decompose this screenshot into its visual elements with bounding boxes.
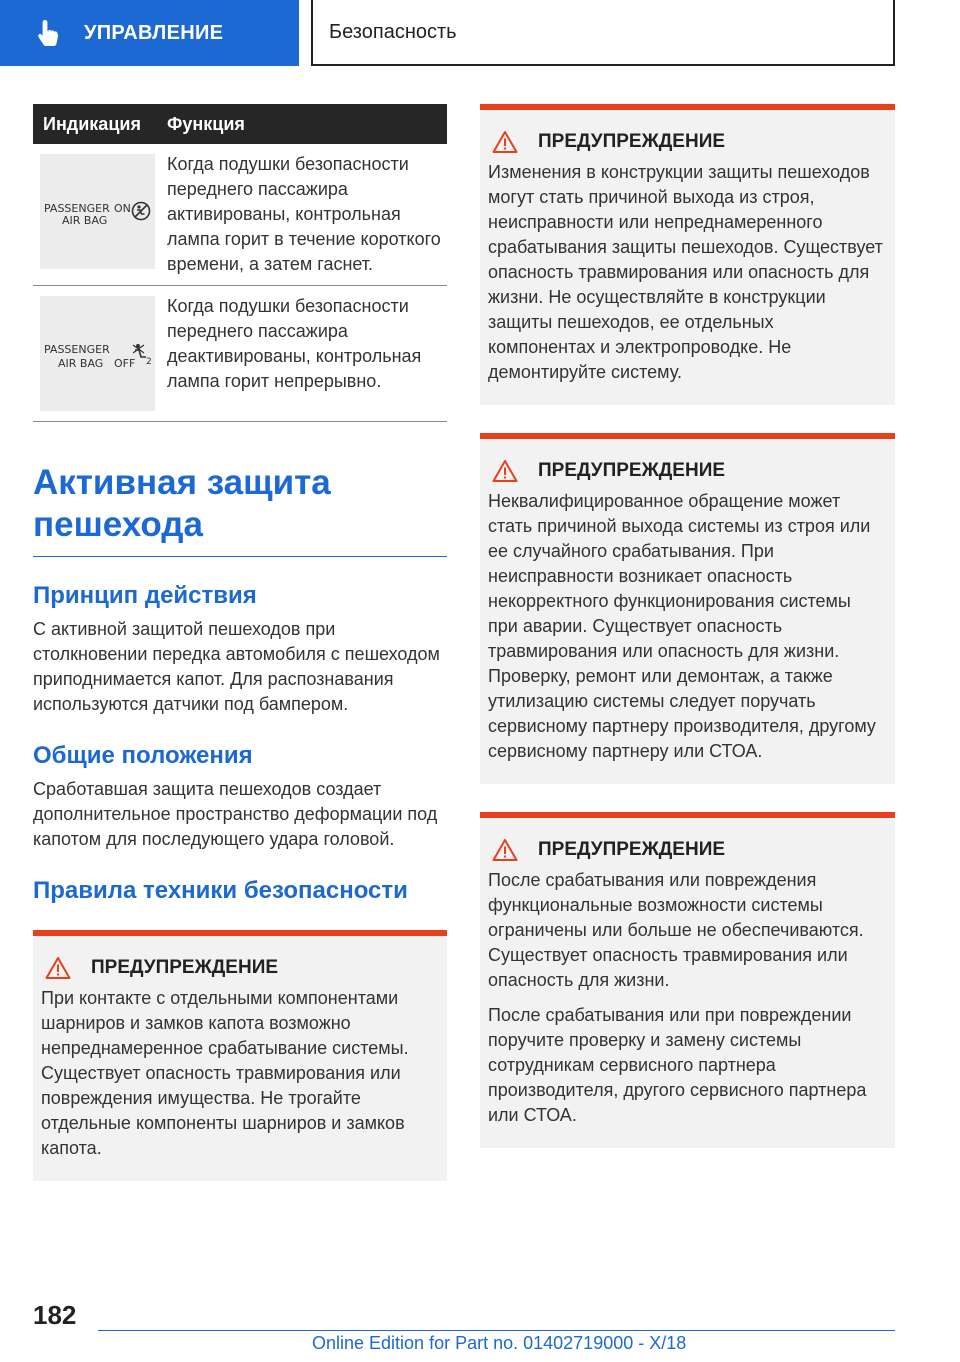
function-text: Когда подушки безопасности переднего пассажира деактивированы, контрольная лампа горит непрерывно. — [167, 296, 422, 391]
breadcrumb-label: Безопасность — [329, 20, 457, 43]
section-text-general: Сработавшая защита пешеходов создает дополнительное пространство деформации под капотом для последующего удара головой. — [33, 779, 438, 849]
warning-text: После срабатывания или при повреждении поручите проверку и замену системы сотрудникам сервисного партнера производителя, другого сервисного партнера или СТОА. — [488, 1005, 867, 1125]
section-title-safety: Правила техники безопасности — [33, 877, 408, 904]
warning-text: После срабатывания или повреждения функциональные возможности системы ограничены или больше не обеспечиваются. Существует опасность травмирования или опасность для жизни. — [488, 870, 864, 990]
section-title-principle: Принцип действия — [33, 582, 257, 609]
col-indicator-header: Индикация — [43, 113, 141, 134]
section-text-principle: С активной защитой пешеходов при столкновении передка автомобиля с пешеходом приподнимается капот. Для распознавания используются датчики под бампером. — [33, 619, 440, 714]
page-number: 182 — [33, 1300, 77, 1330]
table-header — [33, 104, 447, 144]
function-text: Когда подушки безопасности переднего пассажира активированы, контрольная лампа горит в течение короткого времени, а затем гаснет. — [167, 154, 441, 274]
footer-edition: Online Edition for Part no. 01402719000 - X/18 — [312, 1333, 687, 1353]
table-row — [33, 144, 447, 286]
section-tab[interactable] — [0, 0, 299, 66]
warning-box — [480, 433, 895, 784]
warning-box — [480, 812, 895, 1148]
warning-triangle-icon — [492, 838, 518, 862]
page-title: Активная защита пешехода — [33, 462, 447, 557]
hand-pointer-icon — [36, 18, 66, 48]
footer-divider — [98, 1330, 895, 1331]
section-title-general: Общие положения — [33, 742, 253, 769]
left-column — [33, 104, 447, 1181]
warning-title: ПРЕДУПРЕЖДЕНИЕ — [538, 460, 726, 481]
warning-text: Неквалифицированное обращение может стать причиной выхода системы из строя или ее случайного срабатывания. При неисправности возникает опасность некорректного функционирования системы при аварии. Существует опасность травмирования или опасность для жизни. Проверку, ремонт или демонтаж, а также утилизацию системы следует поручать сервисному партнеру производителя, другому сервисному партнеру или СТОА. — [488, 491, 876, 761]
breadcrumb[interactable] — [311, 0, 895, 66]
warning-triangle-icon — [45, 956, 71, 980]
warning-text: Изменения в конструкции защиты пешеходов могут стать причиной выхода из строя, неисправности или непреднамеренного срабатывания защиты пешеходов. Существует опасность травмирования или опасность для жизни. Не осуществляйте в конструкции защиты пешеходов, ее отдельных компонентах и электропроводке. Не демонтируйте систему. — [488, 162, 883, 382]
airbag-on-icon: PASSENGER ON AIR BAG — [40, 154, 155, 269]
warning-title: ПРЕДУПРЕЖДЕНИЕ — [538, 839, 726, 860]
col-function-header: Функция — [167, 113, 245, 134]
section-label: УПРАВЛЕНИЕ — [84, 21, 224, 44]
warning-title: ПРЕДУПРЕЖДЕНИЕ — [91, 957, 279, 978]
warning-text: При контакте с отдельными компонентами шарниров и замков капота возможно непреднамеренное срабатывание системы. Существует опасность травмирования или повреждения имущества. Не трогайте отдельные компоненты шарниров и замков капота. — [41, 988, 409, 1158]
warning-triangle-icon — [492, 459, 518, 483]
warning-box — [480, 104, 895, 405]
svg-text:2: 2 — [146, 357, 152, 367]
table-row — [33, 286, 447, 422]
warning-box — [33, 930, 447, 1181]
airbag-off-icon: PASSENGER AIR BAG OFF 2 — [40, 296, 155, 411]
warning-title: ПРЕДУПРЕЖДЕНИЕ — [538, 131, 726, 152]
right-column — [480, 104, 895, 1176]
warning-triangle-icon — [492, 130, 518, 154]
